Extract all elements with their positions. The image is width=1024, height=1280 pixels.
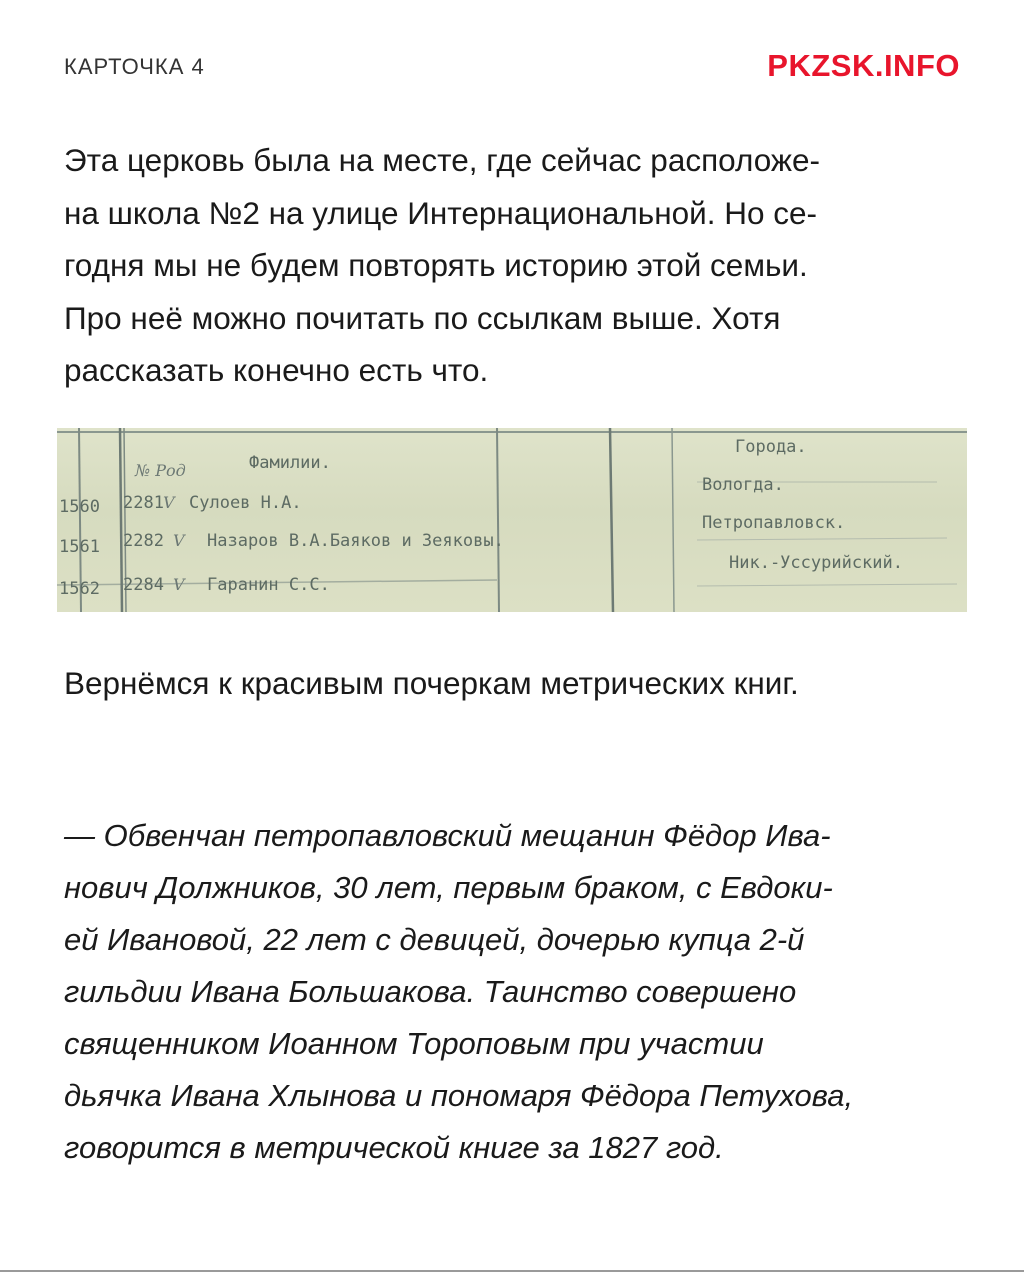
quote-line: говорится в метрической книге за 1827 год. <box>64 1130 724 1165</box>
scan-row-name: Сулоев Н.А. <box>189 493 302 513</box>
intro-paragraph <box>64 134 964 397</box>
scan-row-mark: V <box>173 531 185 550</box>
scan-row-num: 1560 <box>59 497 100 517</box>
scan-handwritten-header: № Род <box>135 461 186 480</box>
intro-line: Про неё можно почитать по ссылкам выше. Хотя <box>64 299 781 336</box>
scan-row-city: Петропавловск. <box>702 513 846 533</box>
scan-row-mark: V <box>163 493 175 512</box>
intro-line: годня мы не будем повторять историю этой семьи. <box>64 247 808 283</box>
quote-line: нович Должников, 30 лет, первым браком, с Евдоки- <box>64 870 833 905</box>
header <box>64 48 960 88</box>
scan-row-reg: 2281 <box>123 493 164 513</box>
quote-line: ей Ивановой, 22 лет с девицей, дочерью купца 2-й <box>64 922 805 957</box>
scan-row-num: 1562 <box>59 579 100 599</box>
middle-line: Вернёмся к красивым почеркам метрических книг. <box>64 665 799 701</box>
intro-line: Эта церковь была на месте, где сейчас расположе- <box>64 142 820 178</box>
scan-col-header-cities: Города. <box>735 437 807 457</box>
quote-paragraph <box>64 810 964 1174</box>
site-logo[interactable]: PKZSK.INFO <box>767 48 960 83</box>
quote-line: священником Иоанном Тороповым при участии <box>64 1026 764 1061</box>
archive-scan-image <box>57 428 967 612</box>
bottom-divider <box>0 1270 1024 1272</box>
quote-line: дьячка Ивана Хлынова и пономаря Фёдора Петухова, <box>64 1078 854 1113</box>
quote-line: — Обвенчан петропавловский мещанин Фёдор Ива- <box>64 818 831 853</box>
archive-scan-drawing <box>57 428 967 612</box>
quote-line: гильдии Ивана Большакова. Таинство совершено <box>64 974 797 1009</box>
scan-row-reg: 2282 <box>123 531 164 551</box>
scan-row-city: Вологда. <box>702 475 784 495</box>
scan-row-mark: V <box>173 575 185 594</box>
intro-line: рассказать конечно есть что. <box>64 352 489 388</box>
scan-col-header-names: Фамилии. <box>249 453 331 473</box>
scan-row-num: 1561 <box>59 537 100 557</box>
middle-paragraph <box>64 657 964 710</box>
scan-row-name: Гаранин С.С. <box>207 575 330 595</box>
card-label: КАРТОЧКА 4 <box>64 54 205 79</box>
scan-row-reg: 2284 <box>123 575 164 595</box>
scan-row-city: Ник.-Уссурийский. <box>729 553 903 573</box>
intro-line: на школа №2 на улице Интернациональной. Но се- <box>64 194 817 231</box>
scan-row-name: Назаров В.А.Баяков и Зеяковы. <box>207 531 504 551</box>
